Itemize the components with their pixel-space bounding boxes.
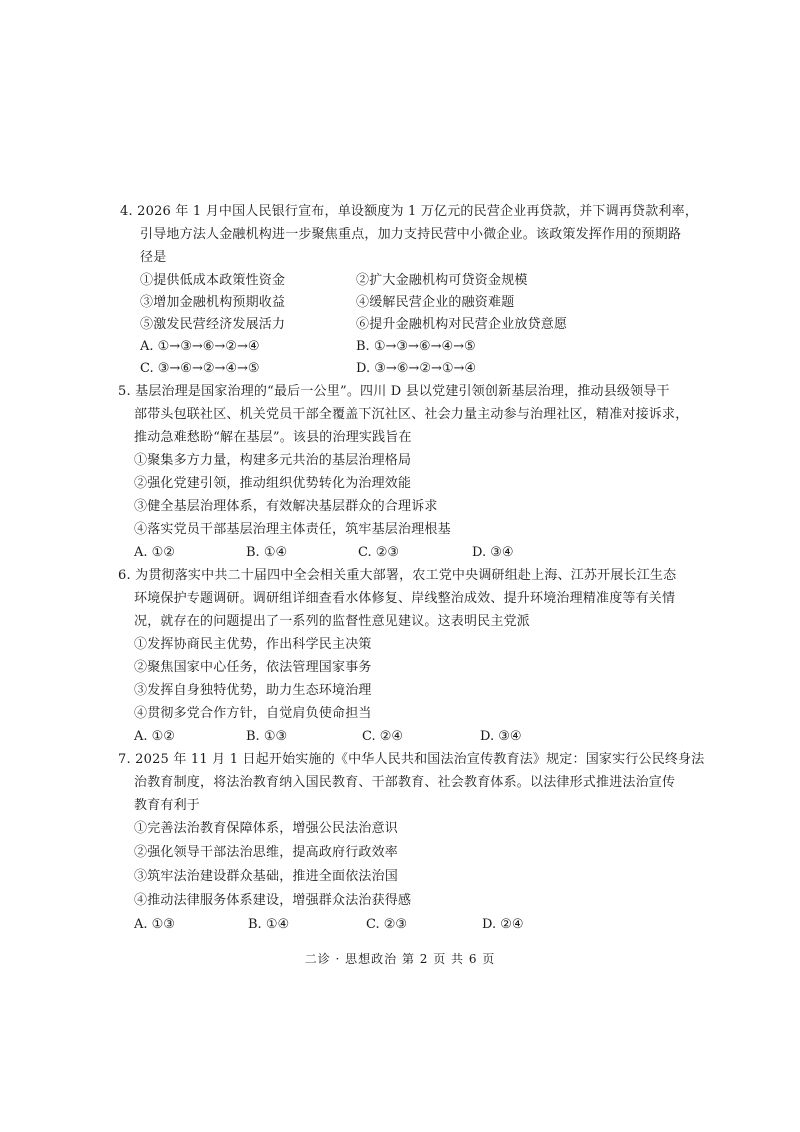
q6-stem-line-1: 6. 为贯彻落实中共二十届四中全会相关重大部署，农工党中央调研组赴上海、江苏开展长江生态 [118, 568, 677, 583]
q6-stem-line-3: 况，就存在的问题提出了一系列的监督性意见建议。这表明民主党派 [134, 614, 531, 629]
q5-option-b: B. ①④ [246, 545, 288, 560]
q5-item-1: ①聚集多方力量，构建多元共治的基层治理格局 [134, 453, 412, 468]
q5-stem-line-2: 部带头包联社区、机关党员干部全覆盖下沉社区、社会力量主动参与治理社区，精准对接诉求， [134, 407, 689, 422]
q6-stem-line-2: 环境保护专题调研。调研组详细查看水体修复、岸线整治成效、提升环境治理精准度等有关情 [134, 591, 676, 606]
q7-option-a: A. ①③ [134, 917, 175, 932]
q6-option-c: C. ②④ [362, 729, 404, 744]
q4-item-5: ⑤激发民营经济发展活力 [140, 317, 286, 332]
q7-item-3: ③筑牢法治建设群众基础，推进全面依法治国 [134, 869, 399, 884]
q5-item-3: ③健全基层治理体系，有效解决基层群众的合理诉求 [134, 499, 438, 514]
page-footer: 二诊 · 思想政治 第 2 页 共 6 页 [304, 952, 496, 966]
q6-option-b: B. ①③ [246, 729, 288, 744]
q4-item-1: ①提供低成本政策性资金 [140, 273, 286, 288]
q5-stem-line-1: 5. 基层治理是国家治理的“最后一公里”。四川 D 县以党建引领创新基层治理，推动县级领导干 [118, 384, 670, 399]
q4-stem-line-2: 引导地方法人金融机构进一步聚焦重点，加力支持民营中小微企业。该政策发挥作用的预期路 [140, 227, 682, 242]
q7-stem-line-2: 治教育制度，将法治教育纳入国民教育、干部教育、社会教育体系。以法律形式推进法治宣传 [134, 775, 676, 790]
q5-option-c: C. ②③ [358, 545, 400, 560]
q7-option-d: D. ②④ [482, 917, 524, 932]
q6-item-4: ④贯彻多党合作方针，自觉肩负使命担当 [134, 706, 372, 721]
q4-item-3: ③增加金融机构预期收益 [140, 295, 286, 310]
q6-item-3: ③发挥自身独特优势，助力生态环境治理 [134, 683, 372, 698]
q4-stem-line-1: 4. 2026 年 1 月中国人民银行宣布，单设额度为 1 万亿元的民营企业再贷款，并下调再贷款利率， [120, 204, 699, 219]
q7-option-c: C. ②③ [366, 917, 408, 932]
q6-item-2: ②聚焦国家中心任务，依法管理国家事务 [134, 660, 372, 675]
q7-item-1: ①完善法治教育保障体系，增强公民法治意识 [134, 821, 399, 836]
q7-item-4: ④推动法律服务体系建设，增强群众法治获得感 [134, 893, 412, 908]
q4-option-c: C. ③→⑥→②→④→⑤ [140, 361, 260, 376]
q4-option-a: A. ①→③→⑥→②→④ [140, 339, 260, 354]
q5-option-d: D. ③④ [472, 545, 514, 560]
q6-item-1: ①发挥协商民主优势，作出科学民主决策 [134, 637, 372, 652]
q7-item-2: ②强化领导干部法治思维，提高政府行政效率 [134, 845, 399, 860]
q4-stem-line-3: 径是 [140, 250, 167, 265]
q5-stem-line-3: 推动急难愁盼“解在基层”。该县的治理实践旨在 [134, 430, 412, 445]
q7-stem-line-1: 7. 2025 年 11 月 1 日起开始实施的《中华人民共和国法治宣传教育法》规定：国家实行公民终身法 [118, 752, 705, 767]
q6-option-d: D. ③④ [480, 729, 522, 744]
q4-item-4: ④缓解民营企业的融资难题 [356, 295, 515, 310]
q5-item-4: ④落实党员干部基层治理主体责任，筑牢基层治理根基 [134, 522, 451, 537]
q4-option-d: D. ③→⑥→②→①→④ [356, 361, 477, 376]
q4-option-b: B. ①→③→⑥→④→⑤ [356, 339, 476, 354]
q5-item-2: ②强化党建引领，推动组织优势转化为治理效能 [134, 476, 412, 491]
q7-option-b: B. ①④ [248, 917, 290, 932]
q6-option-a: A. ①② [134, 729, 175, 744]
q4-item-2: ②扩大金融机构可贷资金规模 [356, 273, 528, 288]
q7-stem-line-3: 教育有利于 [134, 798, 201, 813]
q5-option-a: A. ①② [134, 545, 175, 560]
q4-item-6: ⑥提升金融机构对民营企业放贷意愿 [356, 317, 568, 332]
